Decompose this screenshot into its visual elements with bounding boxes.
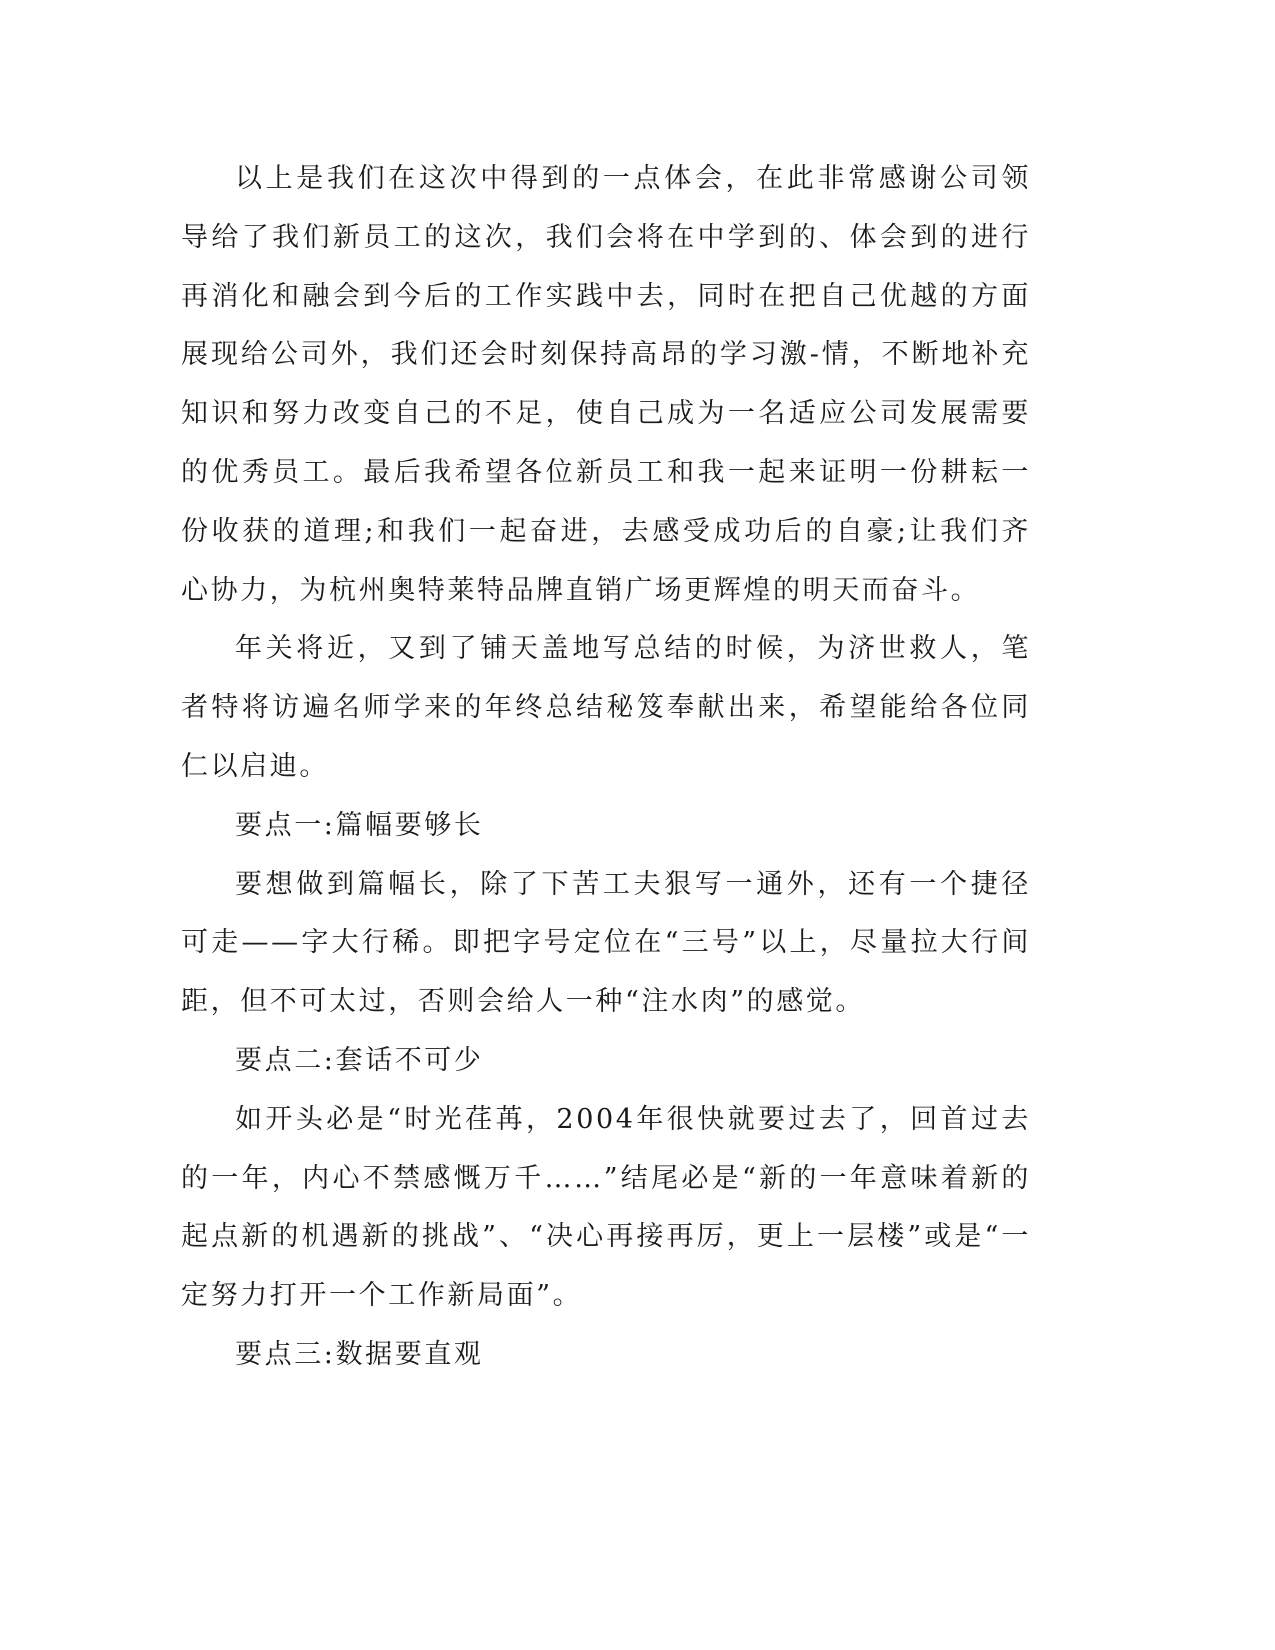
paragraph-point-two: 如开头必是“时光荏苒，2004年很快就要过去了，回首过去的一年，内心不禁感慨万千……”结尾必是“新的一年意味着新的起点新的机遇新的挑战”、“决心再接再厉，更上一层楼”或是“一定努力打开一个工作新局面”。 [181,1103,1031,1312]
paragraph-intro-year-end: 年关将近，又到了铺天盖地写总结的时候，为济世救人，笔者特将访遍名师学来的年终总结秘笈奉献出来，希望能给各位同仁以启迪。 [181,633,1031,782]
paragraph-point-one: 要想做到篇幅长，除了下苦工夫狠写一通外，还有一个捷径可走——字大行稀。即把字号定位在“三号”以上，尽量拉大行间距，但不可太过，否则会给人一种“注水肉”的感觉。 [181,868,1031,1018]
heading-point-two: 要点二:套话不可少 [235,1044,484,1076]
heading-point-one: 要点一:篇幅要够长 [235,809,484,841]
paragraph-closing-remarks: 以上是我们在这次中得到的一点体会，在此非常感谢公司领导给了我们新员工的这次，我们会将在中学到的、体会到的进行再消化和融会到今后的工作实践中去，同时在把自己优越的方面展现给公司外，我们还会时刻保持高昂的学习激-情，不断地补充知识和努力改变自己的不足，使自己成为一名适应公司发展需要的优秀员工。最后我希望各位新员工和我一起来证明一份耕耘一份收获的道理;和我们一起奋进，去感受成功后的自豪;让我们齐心协力，为杭州奥特莱特品牌直销广场更辉煌的明天而奋斗。 [181,163,1031,606]
document-page [181,150,1031,1385]
heading-point-three: 要点三:数据要直观 [235,1338,484,1370]
